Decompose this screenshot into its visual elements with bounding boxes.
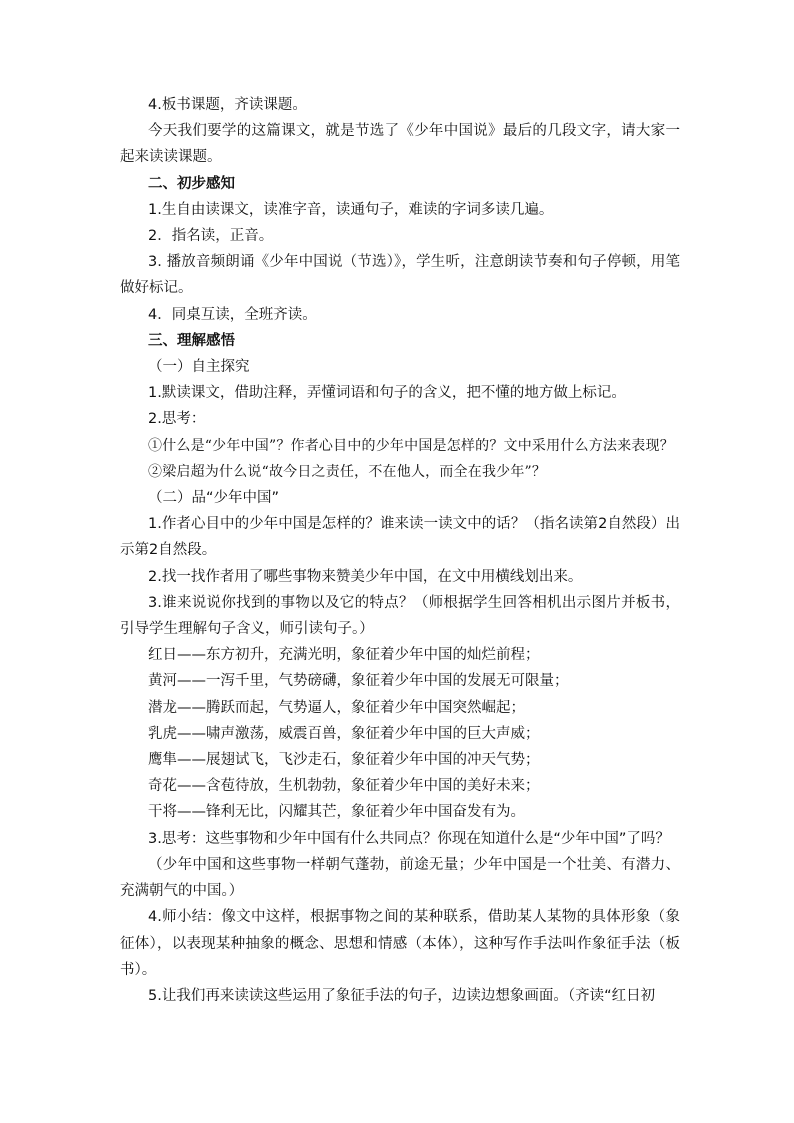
subsection-self-exploration: （一）自主探究: [148, 359, 250, 376]
step-reread: 5.让我们再来读读这些运用了象征手法的句子，边读边想象画面。（齐读“红日初: [148, 987, 656, 1004]
question-2: ②梁启超为什么说“故今日之责任，不在他人，而全在我少年”？: [148, 463, 547, 480]
symbol-line-red-sun: 红日——东方初升，充满光明，象征着少年中国的灿烂前程；: [148, 647, 540, 664]
symbol-line-tiger: 乳虎——啸声激荡，威震百兽，象征着少年中国的巨大声威；: [148, 725, 540, 742]
step-free-reading: 1.生自由读课文，读准字音，读通句子，难读的字词多读几遍。: [148, 201, 554, 218]
section-heading-preliminary: 二、初步感知: [148, 175, 235, 192]
document-page: [120, 92, 680, 1009]
step-find-things: 2.找一找作者用了哪些事物来赞美少年中国，在文中用横线划出来。: [148, 568, 583, 585]
step-think: 2.思考：: [148, 411, 206, 428]
question-1: ①什么是“少年中国”？作者心目中的少年中国是怎样的？文中采用什么方法来表现？: [148, 437, 674, 454]
intro-paragraph: 今天我们要学的这篇课文，就是节选了《少年中国说》最后的几段文字，请大家一起来读读课题。: [120, 123, 680, 166]
symbol-line-falcon: 鹰隼——展翅试飞，飞沙走石，象征着少年中国的冲天气势；: [148, 752, 540, 769]
symbol-line-flower: 奇花——含苞待放，生机勃勃，象征着少年中国的美好未来；: [148, 778, 540, 795]
step-board-title: 4.板书课题，齐读课题。: [148, 97, 307, 113]
symbol-line-yellow-river: 黄河——一泻千里，气势磅礴，象征着少年中国的发展无可限量；: [148, 673, 569, 690]
step-audio-reading: 3. 播放音频朗诵《少年中国说（节选）》，学生听，注意朗读节奏和句子停顿，用笔做好标记。: [120, 254, 680, 297]
answer-common-points: （少年中国和这些事物一样朝气蓬勃，前途无量；少年中国是一个壮美、有潜力、充满朝气的中国。）: [120, 856, 680, 900]
step-named-reading: 2．指名读，正音。: [148, 228, 274, 245]
symbol-line-dragon: 潜龙——腾跃而起，气势逼人，象征着少年中国突然崛起；: [148, 699, 525, 716]
step-peer-reading: 4．同桌互读，全班齐读。: [148, 306, 317, 323]
symbol-line-sword: 干将——锋利无比，闪耀其芒，象征着少年中国奋发有为。: [148, 804, 525, 821]
step-silent-reading: 1.默读课文，借助注释，弄懂词语和句子的含义，把不懂的地方做上标记。: [148, 385, 626, 402]
section-heading-understanding: 三、理解感悟: [148, 332, 235, 349]
teacher-summary: 4.师小结：像文中这样，根据事物之间的某种联系，借助某人某物的具体形象（象征体），以表现某种抽象的概念、思想和情感（本体），这种写作手法叫作象征手法（板书）。: [120, 909, 680, 978]
step-author-view: 1.作者心目中的少年中国是怎样的？谁来读一读文中的话？（指名读第2自然段）出示第2自然段。: [120, 516, 680, 559]
step-describe-things: 3.谁来说说你找到的事物以及它的特点？（师根据学生回答相机出示图片并板书，引导学生理解句子含义，师引读句子。）: [120, 594, 680, 638]
step-common-points: 3.思考：这些事物和少年中国有什么共同点？你现在知道什么是“少年中国”了吗？: [148, 830, 670, 847]
subsection-young-china: （二）品“少年中国”: [148, 490, 280, 507]
